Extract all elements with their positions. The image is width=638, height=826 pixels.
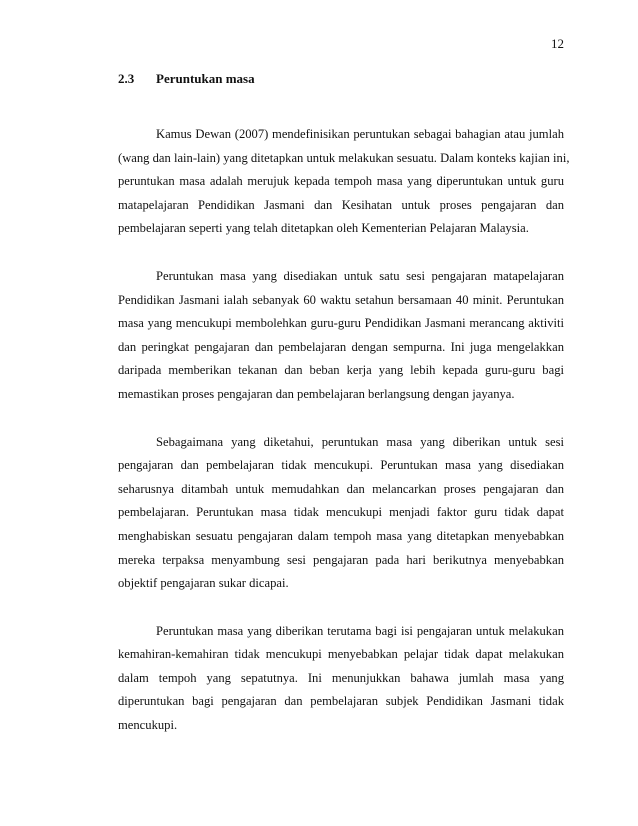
text-line: Sebagaimana yang diketahui, peruntukan masa yang diberikan untuk sesi xyxy=(156,434,564,449)
text-line: dalam tempoh yang sepatutnya. Ini menunjukkan bahawa jumlah masa yang xyxy=(118,670,564,685)
text-line: Peruntukan masa yang disediakan untuk satu sesi pengajaran matapelajaran xyxy=(156,268,564,283)
text-line: matapelajaran Pendidikan Jasmani dan Kesihatan untuk proses pengajaran dan xyxy=(118,197,564,212)
text-line: diperuntukan bagi pengajaran dan pembelajaran subjek Pendidikan Jasmani tidak xyxy=(118,694,564,709)
page-number: 12 xyxy=(551,36,564,51)
text-line: Pendidikan Jasmani ialah sebanyak 60 waktu setahun bersamaan 40 minit. Peruntukan xyxy=(118,292,564,307)
text-line: seharusnya ditambah untuk memudahkan dan melancarkan proses pengajaran dan xyxy=(118,481,564,496)
text-line: objektif pengajaran sukar dicapai. xyxy=(118,576,289,591)
text-line: pembelajaran seperti yang telah ditetapkan oleh Kementerian Pelajaran Malaysia. xyxy=(118,221,529,236)
text-line: daripada memberikan tekanan dan beban kerja yang lebih kepada guru-guru bagi xyxy=(118,363,564,378)
paragraph-4 xyxy=(118,620,564,738)
text-line: mereka terpaksa menyambung sesi pengajaran pada hari berikutnya menyebabkan xyxy=(118,552,564,567)
text-line: Peruntukan masa yang diberikan terutama bagi isi pengajaran untuk melakukan xyxy=(156,623,564,638)
section-title: Peruntukan masa xyxy=(156,71,255,86)
paragraph-3 xyxy=(118,431,564,596)
document-body xyxy=(118,123,570,738)
text-line: Kamus Dewan (2007) mendefinisikan peruntukan sebagai bahagian atau jumlah xyxy=(156,127,564,141)
paragraph-2 xyxy=(118,265,564,407)
text-line: pembelajaran. Peruntukan masa tidak mencukupi menjadi faktor guru tidak dapat xyxy=(118,505,564,520)
section-heading xyxy=(118,71,255,87)
paragraph-1 xyxy=(118,123,570,241)
text-line: pengajaran dan pembelajaran tidak mencukupi. Peruntukan masa yang disediakan xyxy=(118,458,564,473)
text-line: mencukupi. xyxy=(118,718,178,733)
text-line: memastikan proses pengajaran dan pembelajaran berlangsung dengan jayanya. xyxy=(118,386,515,401)
text-line: peruntukan masa adalah merujuk kepada tempoh masa yang diperuntukan untuk guru xyxy=(118,174,564,189)
text-line: kemahiran-kemahiran tidak mencukupi menyebabkan pelajar tidak dapat melakukan xyxy=(118,647,564,662)
text-line: masa yang mencukupi membolehkan guru-guru Pendidikan Jasmani merancang aktiviti xyxy=(118,316,564,331)
section-number: 2.3 xyxy=(118,71,135,86)
text-line: dan peringkat pengajaran dan pembelajaran dengan sempurna. Ini juga mengelakkan xyxy=(118,339,564,354)
text-line: (wang dan lain-lain) yang ditetapkan untuk melakukan sesuatu. Dalam konteks kajian ini, xyxy=(118,150,570,165)
text-line: menghabiskan sesuatu pengajaran dalam tempoh masa yang ditetapkan menyebabkan xyxy=(118,528,564,543)
